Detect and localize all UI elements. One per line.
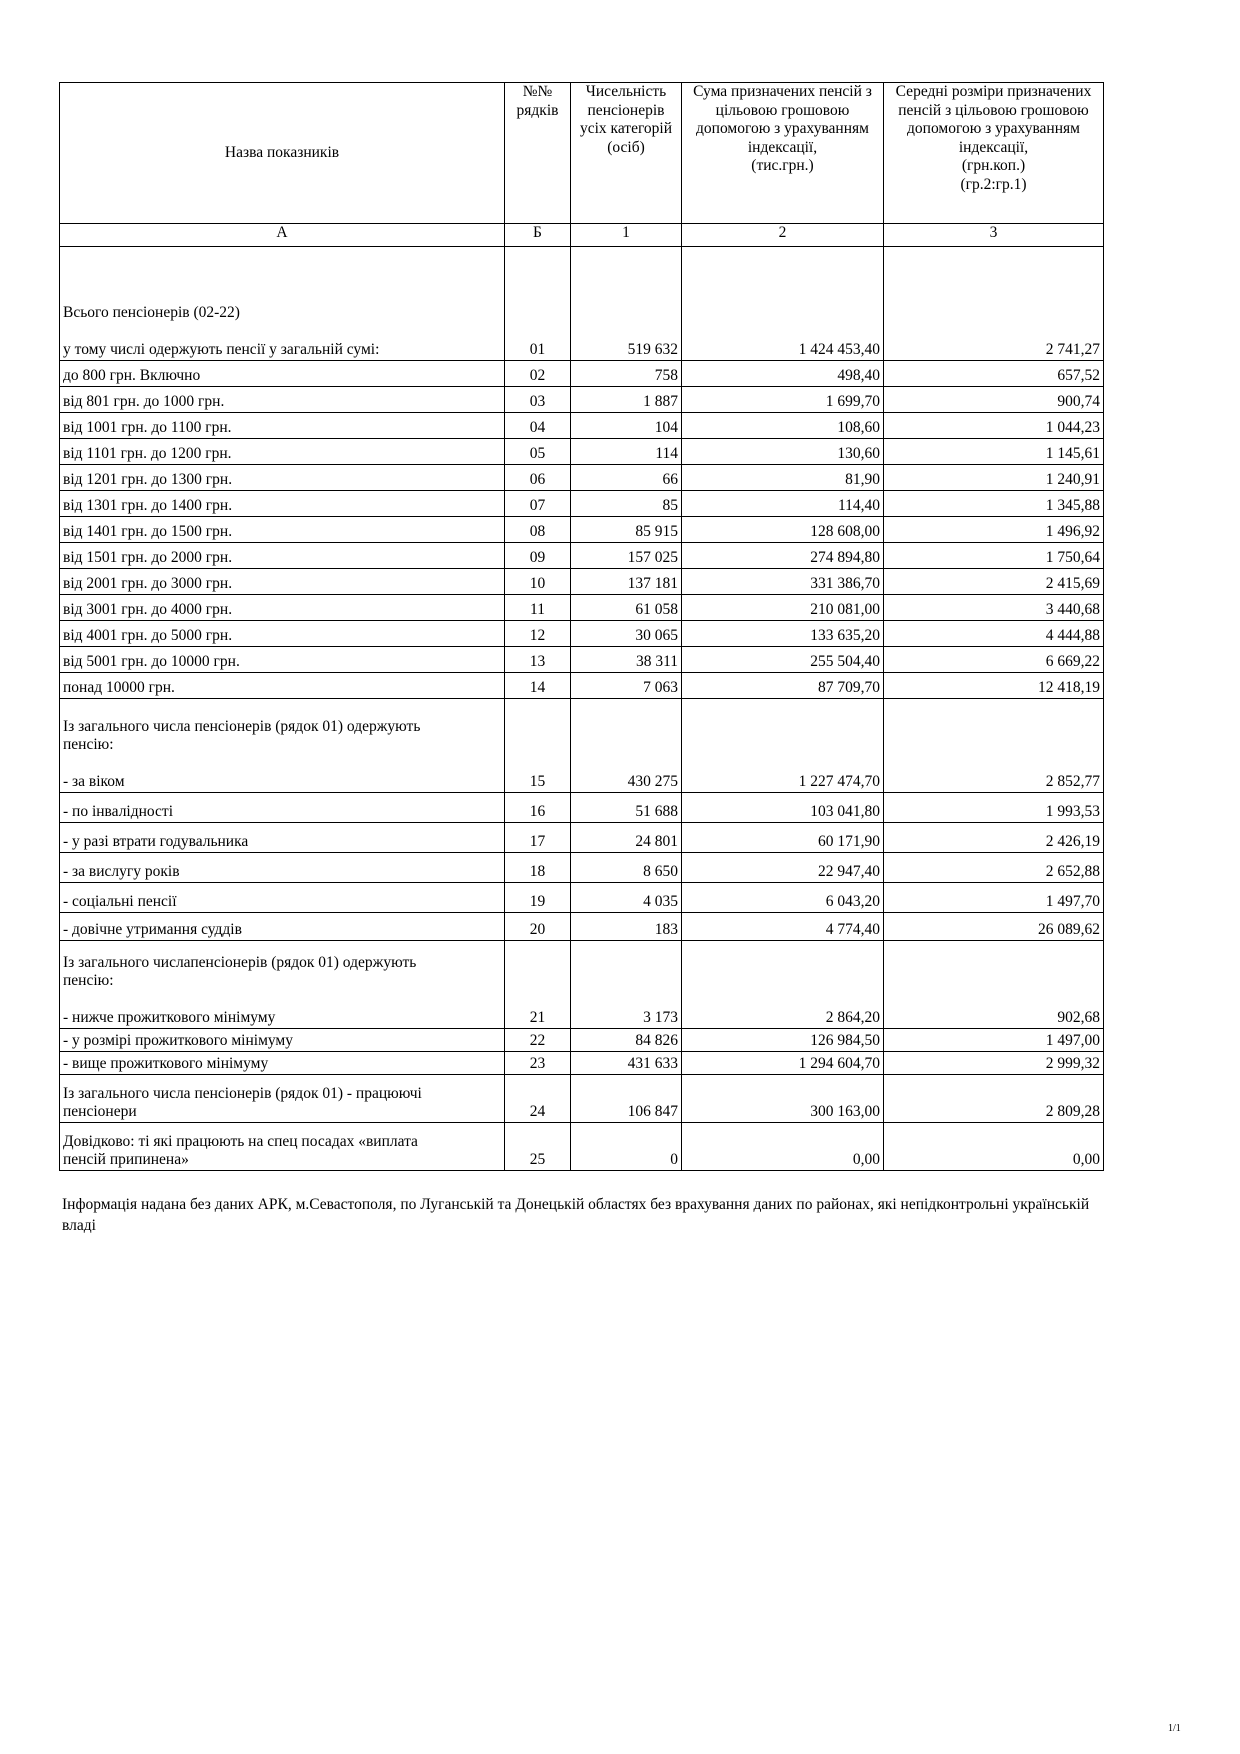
pensioner-count: 38 311 [571, 647, 682, 673]
header-pension-sum: Сума призначених пенсій з цільовою грошовою допомогою з урахуванням індексації, (тис.грн.) [682, 83, 884, 224]
indicator-name: від 5001 грн. до 10000 грн. [60, 647, 505, 673]
indicator-name: - за вислугу років [60, 853, 505, 883]
footnote: Інформація надана без даних АРК, м.Севастополя, по Луганській та Донецькій областях без врахування даних по районах, які непідконтрольні українській владі [62, 1196, 1090, 1234]
table-row [60, 439, 1104, 465]
pensioner-count: 431 633 [571, 1052, 682, 1075]
pension-report-table [59, 82, 1104, 1171]
table-row [60, 387, 1104, 413]
pension-sum: 6 043,20 [682, 883, 884, 913]
pension-sum: 22 947,40 [682, 853, 884, 883]
header-indicator-name: Назва показників [60, 83, 505, 224]
page-number: 1/1 [1168, 1723, 1181, 1734]
column-letter: Б [505, 224, 571, 247]
table-row [60, 517, 1104, 543]
average-pension: 2 426,19 [884, 823, 1104, 853]
average-pension: 2 652,88 [884, 853, 1104, 883]
pension-sum: 103 041,80 [682, 793, 884, 823]
indicator-name: від 3001 грн. до 4000 грн. [60, 595, 505, 621]
average-pension: 657,52 [884, 361, 1104, 387]
pensioner-count: 66 [571, 465, 682, 491]
pension-sum: 126 984,50 [682, 1029, 884, 1052]
row-number: 12 [505, 621, 571, 647]
pension-sum: 210 081,00 [682, 595, 884, 621]
pensioner-count: 84 826 [571, 1029, 682, 1052]
indicator-name: від 801 грн. до 1000 грн. [60, 387, 505, 413]
table-row [60, 1123, 1104, 1171]
pension-sum: 1 424 453,40 [682, 247, 884, 361]
pensioner-count: 183 [571, 913, 682, 941]
average-pension: 12 418,19 [884, 673, 1104, 699]
average-pension: 2 852,77 [884, 699, 1104, 793]
row-number: 17 [505, 823, 571, 853]
table-row [60, 491, 1104, 517]
table-row [60, 823, 1104, 853]
indicator-name: Всього пенсіонерів (02-22) у тому числі одержують пенсії у загальній сумі: [60, 247, 505, 361]
table-row [60, 699, 1104, 793]
pension-sum: 4 774,40 [682, 913, 884, 941]
average-pension: 1 496,92 [884, 517, 1104, 543]
pensioner-count: 8 650 [571, 853, 682, 883]
row-number: 08 [505, 517, 571, 543]
indicator-name: від 1001 грн. до 1100 грн. [60, 413, 505, 439]
pension-sum: 300 163,00 [682, 1075, 884, 1123]
average-pension: 900,74 [884, 387, 1104, 413]
report-body [60, 247, 1104, 1171]
average-pension: 26 089,62 [884, 913, 1104, 941]
pensioner-count: 4 035 [571, 883, 682, 913]
table-row [60, 673, 1104, 699]
indicator-name: Довідково: ті які працюють на спец посадах «виплата пенсій припинена» [60, 1123, 505, 1171]
indicator-name: понад 10000 грн. [60, 673, 505, 699]
indicator-name: від 1401 грн. до 1500 грн. [60, 517, 505, 543]
row-number: 19 [505, 883, 571, 913]
average-pension: 1 750,64 [884, 543, 1104, 569]
indicator-name: Із загального числапенсіонерів (рядок 01) одержують пенсію: - нижче прожиткового мінімуму [60, 941, 505, 1029]
pension-sum: 81,90 [682, 465, 884, 491]
pensioner-count: 114 [571, 439, 682, 465]
indicator-name: - у розмірі прожиткового мінімуму [60, 1029, 505, 1052]
table-row [60, 247, 1104, 361]
pension-sum: 108,60 [682, 413, 884, 439]
table-row [60, 595, 1104, 621]
row-number: 14 [505, 673, 571, 699]
row-number: 03 [505, 387, 571, 413]
pension-sum: 2 864,20 [682, 941, 884, 1029]
pension-sum: 130,60 [682, 439, 884, 465]
table-row [60, 1052, 1104, 1075]
pension-sum: 60 171,90 [682, 823, 884, 853]
header-pensioner-count: Чисельність пенсіонерів усіх категорій (осіб) [571, 83, 682, 224]
table-row [60, 913, 1104, 941]
indicator-name: від 2001 грн. до 3000 грн. [60, 569, 505, 595]
pensioner-count: 24 801 [571, 823, 682, 853]
average-pension: 1 145,61 [884, 439, 1104, 465]
pensioner-count: 137 181 [571, 569, 682, 595]
table-row [60, 621, 1104, 647]
row-number: 24 [505, 1075, 571, 1123]
table-row [60, 853, 1104, 883]
header-row-number: №№ рядків [505, 83, 571, 224]
column-letter: 3 [884, 224, 1104, 247]
indicator-name: Із загального числа пенсіонерів (рядок 01) одержують пенсію: - за віком [60, 699, 505, 793]
pension-sum: 87 709,70 [682, 673, 884, 699]
average-pension: 2 741,27 [884, 247, 1104, 361]
table-row [60, 465, 1104, 491]
pension-sum: 498,40 [682, 361, 884, 387]
average-pension: 1 497,00 [884, 1029, 1104, 1052]
average-pension: 1 044,23 [884, 413, 1104, 439]
average-pension: 1 345,88 [884, 491, 1104, 517]
pension-sum: 331 386,70 [682, 569, 884, 595]
pension-sum: 0,00 [682, 1123, 884, 1171]
table-row [60, 793, 1104, 823]
pension-sum: 274 894,80 [682, 543, 884, 569]
average-pension: 4 444,88 [884, 621, 1104, 647]
row-number: 05 [505, 439, 571, 465]
average-pension: 2 999,32 [884, 1052, 1104, 1075]
indicator-name: від 4001 грн. до 5000 грн. [60, 621, 505, 647]
pension-sum: 1 227 474,70 [682, 699, 884, 793]
pension-sum: 114,40 [682, 491, 884, 517]
table-row [60, 361, 1104, 387]
pensioner-count: 3 173 [571, 941, 682, 1029]
average-pension: 1 993,53 [884, 793, 1104, 823]
pensioner-count: 104 [571, 413, 682, 439]
average-pension: 1 240,91 [884, 465, 1104, 491]
header-row [60, 83, 1104, 224]
row-number: 09 [505, 543, 571, 569]
pensioner-count: 758 [571, 361, 682, 387]
row-number: 02 [505, 361, 571, 387]
pensioner-count: 519 632 [571, 247, 682, 361]
pensioner-count: 157 025 [571, 543, 682, 569]
table-row [60, 941, 1104, 1029]
pension-sum: 1 699,70 [682, 387, 884, 413]
indicator-name: - довічне утримання суддів [60, 913, 505, 941]
indicator-name: від 1501 грн. до 2000 грн. [60, 543, 505, 569]
table-row [60, 1029, 1104, 1052]
row-number: 22 [505, 1029, 571, 1052]
pensioner-count: 0 [571, 1123, 682, 1171]
pension-sum: 133 635,20 [682, 621, 884, 647]
pensioner-count: 85 [571, 491, 682, 517]
row-number: 23 [505, 1052, 571, 1075]
table-row [60, 883, 1104, 913]
row-number: 11 [505, 595, 571, 621]
indicator-name: - вище прожиткового мінімуму [60, 1052, 505, 1075]
indicator-name: до 800 грн. Включно [60, 361, 505, 387]
row-number: 16 [505, 793, 571, 823]
row-number: 04 [505, 413, 571, 439]
pension-sum: 255 504,40 [682, 647, 884, 673]
table-row [60, 1075, 1104, 1123]
average-pension: 1 497,70 [884, 883, 1104, 913]
average-pension: 902,68 [884, 941, 1104, 1029]
pension-sum: 1 294 604,70 [682, 1052, 884, 1075]
column-letters-row [60, 224, 1104, 247]
row-number: 15 [505, 699, 571, 793]
indicator-name: від 1301 грн. до 1400 грн. [60, 491, 505, 517]
row-number: 06 [505, 465, 571, 491]
column-letter: А [60, 224, 505, 247]
indicator-name: - по інвалідності [60, 793, 505, 823]
average-pension: 6 669,22 [884, 647, 1104, 673]
pensioner-count: 85 915 [571, 517, 682, 543]
indicator-name: - соціальні пенсії [60, 883, 505, 913]
pensioner-count: 7 063 [571, 673, 682, 699]
table-row [60, 413, 1104, 439]
header-average-pension: Середні розміри призначених пенсій з цільовою грошовою допомогою з урахуванням індексації, (грн.коп.) (гр.2:гр.1) [884, 83, 1104, 224]
indicator-name: від 1201 грн. до 1300 грн. [60, 465, 505, 491]
indicator-name: Із загального числа пенсіонерів (рядок 01) - працюючі пенсіонери [60, 1075, 505, 1123]
pensioner-count: 61 058 [571, 595, 682, 621]
row-number: 18 [505, 853, 571, 883]
table-row [60, 543, 1104, 569]
pensioner-count: 106 847 [571, 1075, 682, 1123]
table-row [60, 647, 1104, 673]
table-row [60, 569, 1104, 595]
column-letter: 2 [682, 224, 884, 247]
row-number: 07 [505, 491, 571, 517]
pensioner-count: 30 065 [571, 621, 682, 647]
indicator-name: від 1101 грн. до 1200 грн. [60, 439, 505, 465]
column-letter: 1 [571, 224, 682, 247]
average-pension: 2 809,28 [884, 1075, 1104, 1123]
average-pension: 0,00 [884, 1123, 1104, 1171]
row-number: 25 [505, 1123, 571, 1171]
indicator-name: - у разі втрати годувальника [60, 823, 505, 853]
average-pension: 2 415,69 [884, 569, 1104, 595]
pension-sum: 128 608,00 [682, 517, 884, 543]
average-pension: 3 440,68 [884, 595, 1104, 621]
pensioner-count: 1 887 [571, 387, 682, 413]
row-number: 10 [505, 569, 571, 595]
row-number: 13 [505, 647, 571, 673]
row-number: 20 [505, 913, 571, 941]
pensioner-count: 430 275 [571, 699, 682, 793]
row-number: 21 [505, 941, 571, 1029]
pensioner-count: 51 688 [571, 793, 682, 823]
row-number: 01 [505, 247, 571, 361]
